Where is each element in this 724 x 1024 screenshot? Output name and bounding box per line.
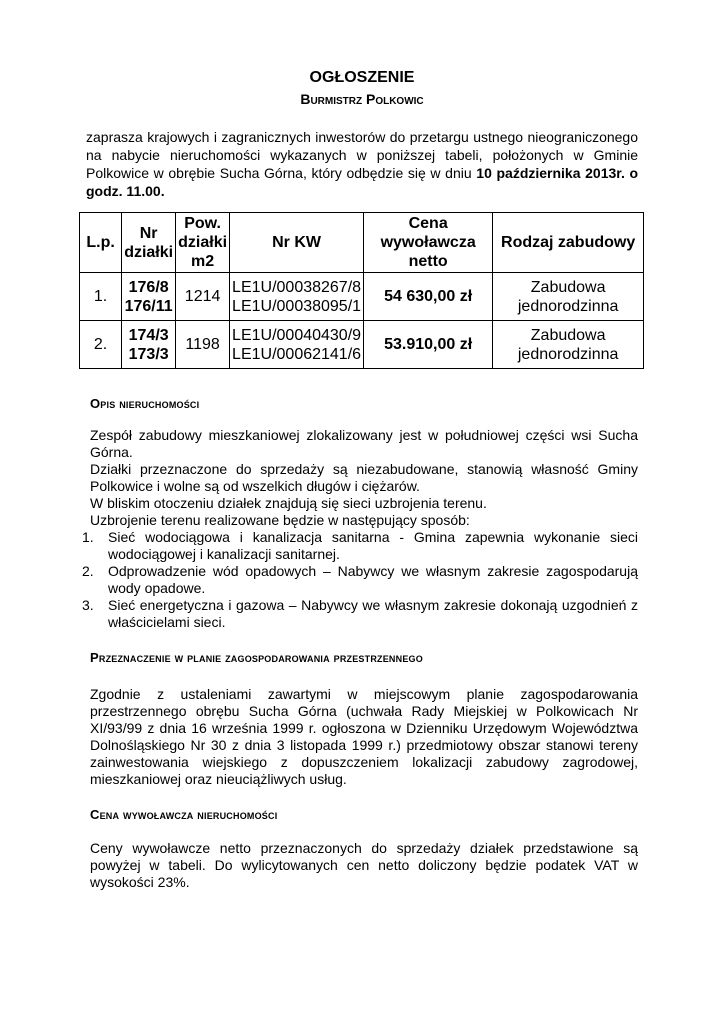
col-header-kw: Nr KW <box>230 213 364 273</box>
list-number: 2. <box>82 563 94 579</box>
opis-paragraph: Uzbrojenie terenu realizowane będzie w następujący sposób: <box>90 512 470 528</box>
plots-table <box>79 212 644 369</box>
opis-paragraph: W bliskim otoczeniu działek znajdują się sieci uzbrojenia terenu. <box>90 495 487 511</box>
intro-paragraph <box>86 128 638 200</box>
opis-paragraph: Działki przeznaczone do sprzedaży są niezabudowane, stanowią własność Gminy Polkowice i wolne są od wszelkich długów i ciężarów. <box>90 461 638 494</box>
plot-number: 176/11 <box>124 297 173 315</box>
section-heading-cena: Cena wywoławcza nieruchomości <box>90 807 278 822</box>
cell-kw <box>230 321 364 369</box>
cell-kw <box>230 273 364 321</box>
col-header-price: Cena wywoławcza netto <box>364 213 493 273</box>
list-item <box>82 529 638 563</box>
col-header-area: Pow. działki m2 <box>176 213 230 273</box>
utilities-list <box>82 529 638 631</box>
table-row <box>80 273 644 321</box>
opis-paragraph: Zespół zabudowy mieszkaniowej zlokalizowany jest w południowej części wsi Sucha Górna. <box>90 427 638 460</box>
list-text: Odprowadzenie wód opadowych – Nabywcy we własnym zakresie zagospodarują wody opadowe. <box>108 563 638 596</box>
cell-area: 1198 <box>176 321 230 369</box>
section-heading-opis: Opis nieruchomości <box>90 396 200 411</box>
cena-text: Ceny wywoławcze netto przeznaczonych do sprzedaży działek przedstawione są powyżej w tabeli. Do wylicytowanych cen netto doliczony będzie podatek VAT w wysokości 23%. <box>90 840 638 890</box>
cell-type: Zabudowa jednorodzinna <box>493 273 644 321</box>
plot-number: 174/3 <box>128 326 169 344</box>
przeznaczenie-text: Zgodnie z ustaleniami zawartymi w miejscowym planie zagospodarowania przestrzennego obrębu Sucha Górna (uchwała Rady Miejskiej w Polkowicach Nr XI/93/99 z dnia 16 września 1999 r. ogłoszona w Dzienniku Urzędowym Województwa Dolnośląskiego Nr 30 z dnia 3 listopada 1999 r.) przedmiotowy obszar stanowi tereny zainwestowania wiejskiego z dopuszczeniem lokalizacji zabudowy zagrodowej, mieszkaniowej oraz nieuciążliwych usług. <box>90 686 638 787</box>
list-text: Sieć wodociągowa i kanalizacja sanitarna - Gmina zapewnia wykonanie sieci wodociągowej i kanalizacji sanitarnej. <box>108 529 638 562</box>
col-header-plot-no: Nr działki <box>122 213 176 273</box>
opis-paragraphs <box>90 427 638 529</box>
plot-number: 173/3 <box>128 345 169 363</box>
auction-date: 10 października 2013r. o godz. 11.00. <box>86 165 639 199</box>
kw-number: LE1U/00062141/6 <box>232 345 362 363</box>
list-text: Sieć energetyczna i gazowa – Nabywcy we własnym zakresie dokonają uzgodnień z właścicielami sieci. <box>108 597 638 630</box>
announcement-title: OGŁOSZENIE <box>309 69 415 86</box>
list-item <box>82 563 638 597</box>
section-heading-przeznaczenie: Przeznaczenie w planie zagospodarowania przestrzennego <box>90 650 423 665</box>
list-item <box>82 597 638 631</box>
cell-type: Zabudowa jednorodzinna <box>493 321 644 369</box>
przeznaczenie-paragraph <box>90 686 638 788</box>
cell-price: 53.910,00 zł <box>364 321 493 369</box>
table-row <box>80 321 644 369</box>
kw-number: LE1U/00040430/9 <box>232 326 362 344</box>
kw-number: LE1U/00038095/1 <box>232 297 362 315</box>
cell-plot-no <box>122 273 176 321</box>
list-number: 1. <box>82 529 94 545</box>
table-header-row <box>80 213 644 273</box>
col-header-lp: L.p. <box>80 213 122 273</box>
cell-lp: 2. <box>80 321 122 369</box>
cell-lp: 1. <box>80 273 122 321</box>
announcement-subtitle: Burmistrz Polkowic <box>300 91 424 107</box>
cena-paragraph <box>90 840 638 891</box>
col-header-type: Rodzaj zabudowy <box>493 213 644 273</box>
kw-number: LE1U/00038267/8 <box>232 278 362 296</box>
cell-price: 54 630,00 zł <box>364 273 493 321</box>
intro-text: zaprasza krajowych i zagranicznych inwestorów do przetargu ustnego nieograniczonego na nabycie nieruchomości wykazanych w poniższej tabeli, położonych w Gminie Polkowice w obrębie Sucha Górna, który odbędzie się w dniu <box>86 129 638 181</box>
list-number: 3. <box>82 597 94 613</box>
plot-number: 176/8 <box>128 278 169 296</box>
cell-area: 1214 <box>176 273 230 321</box>
cell-plot-no <box>122 321 176 369</box>
